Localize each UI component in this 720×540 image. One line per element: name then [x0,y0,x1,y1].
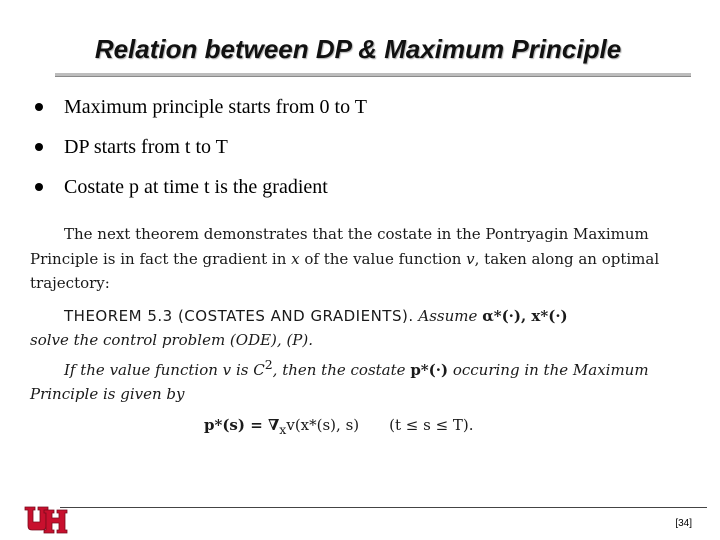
theorem-condition [30,353,680,407]
title-underline [55,73,691,77]
equation-condition: (t ≤ s ≤ T). [389,415,474,434]
bullet-dot-icon [35,103,43,111]
theorem-equation [30,413,680,443]
var-v: v [466,249,475,268]
intro-paragraph [30,222,680,296]
theorem-text: solve the control problem (ODE), (P). [30,331,314,349]
uh-logo-icon [24,506,68,534]
theorem-text: If the value function [64,360,218,379]
theorem-text: , then the costate [272,360,406,379]
theorem-text: is [235,360,249,379]
var-x: x [291,249,300,268]
theorem-statement [30,304,680,353]
theorem-math: C [253,360,265,379]
footer-rule [60,507,707,508]
bullet-text: DP starts from t to T [64,136,228,158]
bullet-item [34,134,367,174]
theorem-math: p*(·) [410,360,449,379]
var-v: v [222,360,232,379]
bullet-text: Maximum principle starts from 0 to T [64,96,367,118]
bullet-item [34,174,367,214]
theorem-math: 2 [264,356,273,372]
intro-text: The next theorem demonstrates that the costate in the Pontryagin Maximum Principle is in fact the gradient in [30,225,649,268]
page-number: [34] [675,518,692,529]
slide-title: Relation between DP & Maximum Principle [94,34,622,64]
equation-lhs: p*(s) = ∇ [204,415,280,434]
bullet-list [34,94,367,214]
equation-rhs: v(x*(s), s) [286,415,360,434]
theorem-text: Assume [418,306,478,325]
bullet-dot-icon [35,183,43,191]
bullet-dot-icon [35,143,43,151]
theorem-text: occuring in the Maximum Principle is given by [30,360,649,403]
theorem-heading: THEOREM 5.3 (COSTATES AND GRADIENTS). [64,306,414,325]
equation-sub: x [279,421,287,437]
textbook-excerpt [30,222,680,442]
intro-text: , taken along an optimal trajectory: [30,249,660,292]
theorem-math: α*(·), x*(·) [482,306,568,325]
intro-text: of the value function [299,249,467,268]
bullet-text: Costate p at time t is the gradient [64,176,328,198]
bullet-item [34,94,367,134]
